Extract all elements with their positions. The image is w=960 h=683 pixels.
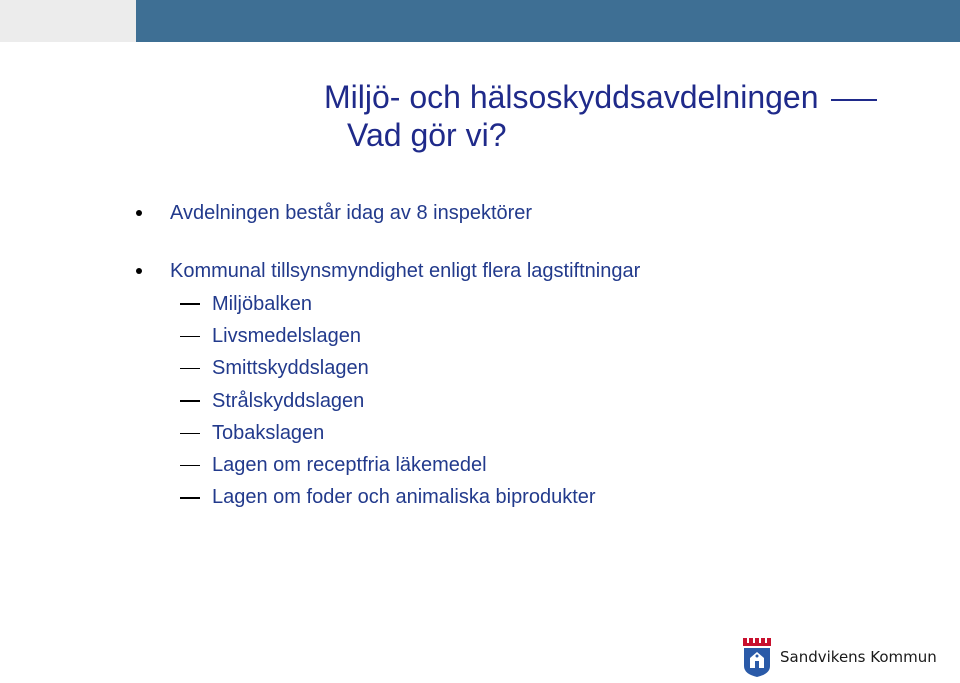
sub-item-text: Lagen om receptfria läkemedel (212, 454, 487, 477)
header-bar (136, 0, 960, 42)
sub-list (180, 288, 596, 514)
dash-icon (180, 303, 200, 305)
sub-item (180, 288, 596, 320)
bullet-list (136, 198, 640, 286)
sub-item-text: Lagen om foder och animaliska biprodukter (212, 486, 596, 509)
dash-icon (180, 368, 200, 370)
sub-item (180, 353, 596, 385)
title-line-1 (324, 78, 877, 116)
dash-icon (180, 497, 200, 499)
logo (742, 636, 937, 678)
sub-item-text: Livsmedelslagen (212, 324, 361, 347)
logo-text: Sandvikens Kommun (780, 648, 937, 666)
header-bar-left (0, 0, 136, 42)
bullet-item (136, 256, 640, 286)
dash-icon (180, 433, 200, 435)
sub-item-text: Tobakslagen (212, 421, 325, 444)
bullet-item (136, 198, 640, 228)
sub-item (180, 482, 596, 514)
sub-item-text: Miljöbalken (212, 292, 313, 315)
sub-item (180, 385, 596, 417)
municipal-crest-icon (742, 636, 772, 678)
bullet-text: Avdelningen består idag av 8 inspektörer (170, 201, 533, 224)
bullet-text: Kommunal tillsynsmyndighet enligt flera lagstiftningar (170, 259, 641, 282)
bullet-dot-icon (136, 268, 142, 274)
sub-item-text: Strålskyddslagen (212, 389, 365, 412)
dash-icon (180, 465, 200, 467)
sub-item (180, 417, 596, 449)
sub-item (180, 320, 596, 352)
dash-icon (180, 400, 200, 402)
sub-item (180, 449, 596, 481)
title-text-1: Miljö- och hälsoskyddsavdelningen (324, 79, 819, 115)
title-line-2: Vad gör vi? (347, 117, 507, 153)
slide-title (324, 78, 877, 154)
bullet-dot-icon (136, 210, 142, 216)
dash-icon (180, 336, 200, 338)
sub-item-text: Smittskyddslagen (212, 357, 369, 380)
title-dash (831, 99, 877, 101)
